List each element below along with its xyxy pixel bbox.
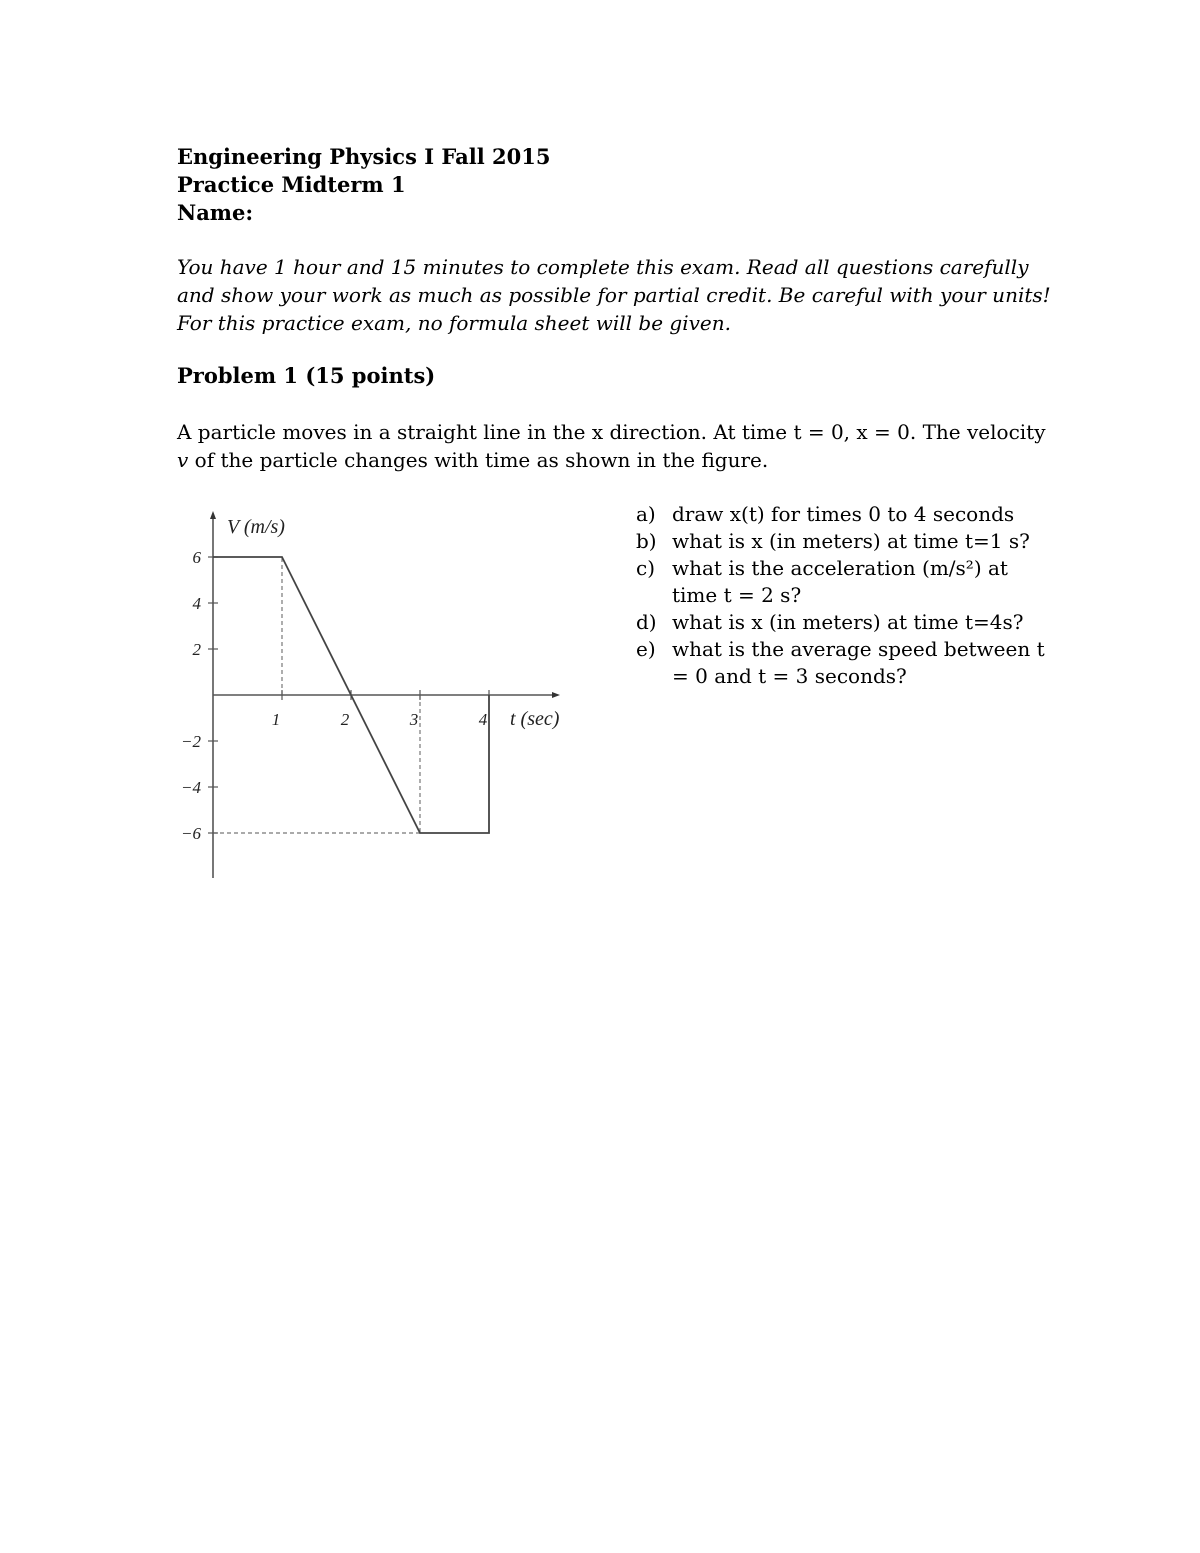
x-axis-arrow [552,692,560,698]
question-label: b) [636,529,657,553]
exam-title: Practice Midterm 1 [177,172,406,197]
statement-line-rest: of the particle changes with time as shown in the figure. [188,448,769,472]
name-label: Name: [177,200,254,225]
statement-line: A particle moves in a straight line in the x direction. At time t = 0, x = 0. The velocity [177,420,1046,444]
exam-instructions [177,253,1051,337]
question-item [636,528,1056,555]
y-tick-label: 4 [192,594,201,613]
question-label: c) [636,556,656,580]
question-list [636,501,1056,690]
question-item [636,636,1056,690]
question-label: e) [636,637,656,661]
y-axis-label: V (m/s) [227,516,285,538]
question-label: a) [636,502,656,526]
question-text: what is the average speed between t = 0 and t = 3 seconds? [672,637,1045,688]
instructions-line: and show your work as much as possible for partial credit. Be careful with your units! [177,283,1051,307]
x-axis-label: t (sec) [510,708,560,730]
problem-title: Problem 1 (15 points) [177,363,436,388]
problem-statement [177,418,1046,474]
velocity-time-graph [170,505,590,885]
question-item [636,609,1056,636]
question-text: what is the acceleration (m/s²) at time t = 2 s? [672,556,1008,607]
instructions-line: For this practice exam, no formula sheet will be given. [177,311,731,335]
velocity-symbol: v [177,448,189,472]
question-item [636,501,1056,528]
question-text: what is x (in meters) at time t=1 s? [672,529,1030,553]
exam-header [177,143,550,227]
question-text: draw x(t) for times 0 to 4 seconds [672,502,1015,526]
y-tick-label: −6 [181,824,201,843]
y-tick-label: 2 [192,640,201,659]
x-tick-label: 4 [478,710,488,729]
statement-line [177,446,1037,474]
x-tick-label: 1 [271,710,281,729]
question-label: d) [636,610,657,634]
question-item [636,555,1056,609]
question-text: what is x (in meters) at time t=4s? [672,610,1024,634]
y-tick-label: −4 [181,778,201,797]
x-tick-label: 3 [409,710,419,729]
x-tick-label: 2 [340,710,350,729]
y-tick-label: 6 [192,548,201,567]
instructions-line: You have 1 hour and 15 minutes to complete this exam. Read all questions carefully [177,255,1029,279]
course-title: Engineering Physics I Fall 2015 [177,144,551,169]
y-axis-arrow [210,511,216,519]
y-tick-label: −2 [181,732,201,751]
